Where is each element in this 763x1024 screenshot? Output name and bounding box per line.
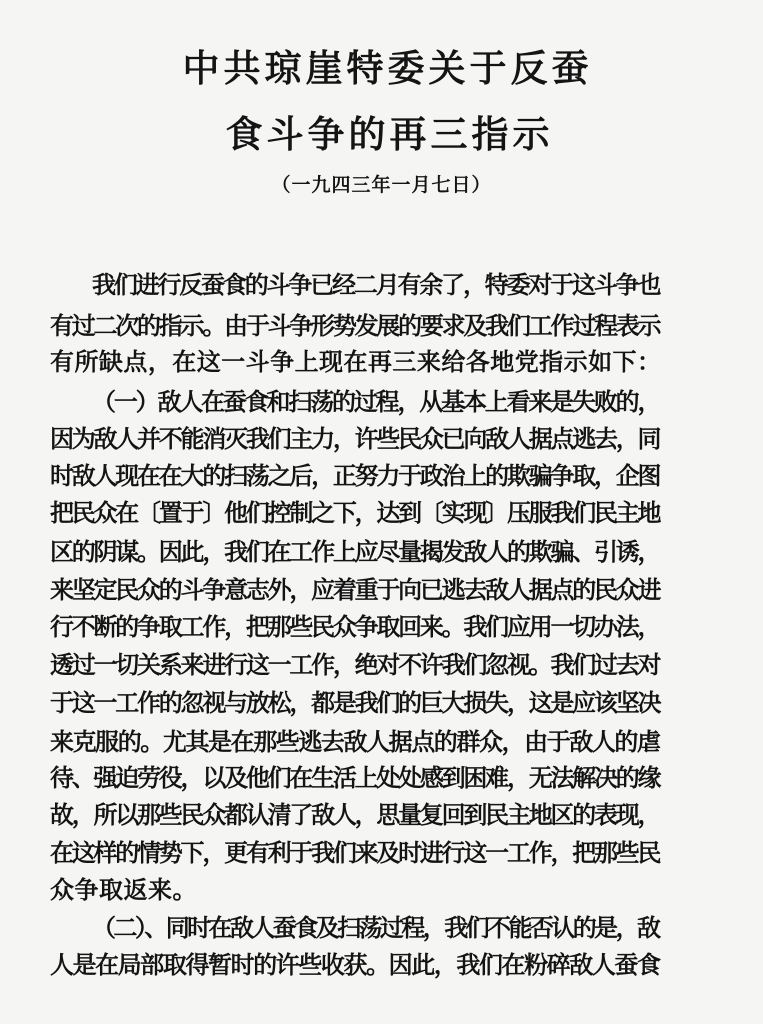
body-text-line: 来坚定民众的斗争意志外，应着重于向已逃去敌人据点的民众进 (50, 575, 660, 604)
body-text-line: 区的阴谋。因此，我们在工作上应尽量揭发敌人的欺骗、引诱， (50, 537, 660, 566)
document-title-line-1: 中共琼崖特委关于反蚕 (182, 46, 593, 90)
body-text-line: （一）敌人在蚕食和扫荡的过程，从基本上看来是失败的， (92, 387, 660, 416)
body-text-line: （二）、同时在敌人蚕食及扫荡过程，我们不能否认的是，敌 (92, 913, 659, 942)
body-text-line: 来克服的。尤其是在那些逃去敌人据点的群众，由于敌人的虐 (50, 727, 660, 756)
body-text-line: 把民众在〔置于〕他们控制之下，达到〔实现〕压服我们民主地 (50, 498, 660, 527)
body-text-line: 故，所以那些民众都认清了敌人，思量复回到民主地区的表现， (50, 800, 660, 829)
body-text-line: 有过二次的指示。由于斗争形势发展的要求及我们工作过程表示 (50, 311, 660, 340)
body-text-line: 透过一切关系来进行这一工作，绝对不许我们忽视。我们过去对 (50, 650, 660, 679)
body-text-line: 因为敌人并不能消灭我们主力，许些民众已向敌人据点逃去，同 (50, 424, 660, 453)
body-text-line: 行不断的争取工作，把那些民众争取回来。我们应用一切办法， (50, 612, 660, 641)
body-text-line: 待、强迫劳役，以及他们在生活上处处感到困难，无法解决的缘 (50, 763, 660, 792)
document-title-line-2: 食斗争的再三指示 (225, 112, 554, 156)
document-date: （一九四三年一月七日） (271, 174, 492, 196)
body-text-line: 于这一工作的忽视与放松，都是我们的巨大损失，这是应该坚决 (50, 688, 660, 717)
body-text-line: 有所缺点，在这一斗争上现在再三来给各地党指示如下： (50, 347, 662, 376)
body-text-line: 人是在局部取得暂时的许些收获。因此，我们在粉碎敌人蚕食 (50, 950, 660, 979)
body-text-line: 在这样的情势下，更有利于我们来及时进行这一工作，把那些民 (50, 838, 660, 867)
body-text-line: 时敌人现在在大的扫荡之后，正努力于政治上的欺骗争取，企图 (50, 461, 660, 490)
body-text-line: 众争取返来。 (50, 875, 197, 904)
body-text-line: 我们进行反蚕食的斗争已经二月有余了，特委对于这斗争也 (92, 270, 660, 299)
